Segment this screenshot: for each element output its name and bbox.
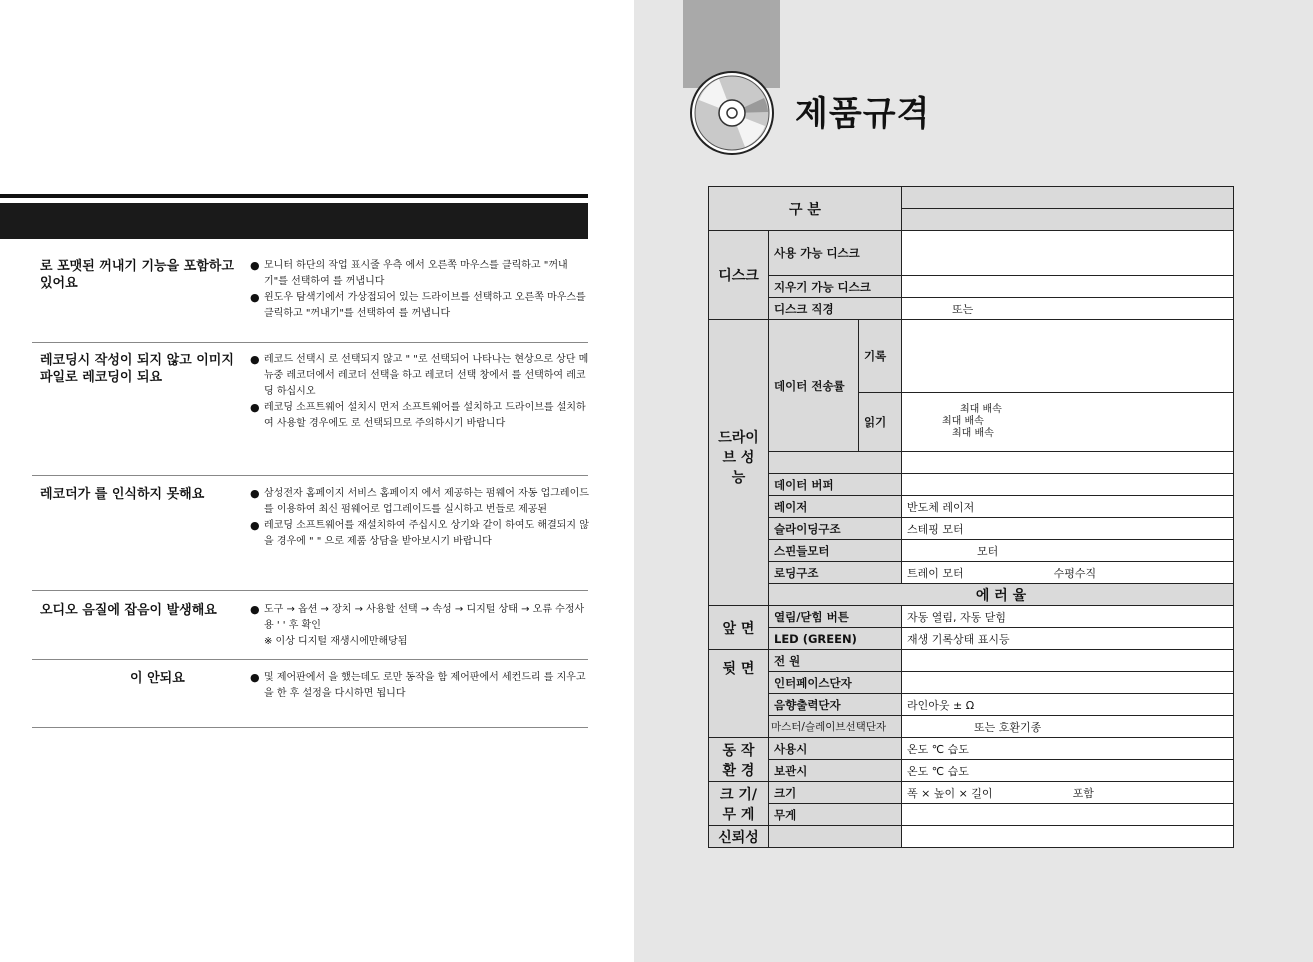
loading-tray: 트레이 모터: [907, 566, 964, 580]
value-in-use: 온도 ℃ 습도: [902, 738, 1234, 760]
label-open-close-button: 열림/닫힘 버튼: [769, 606, 902, 628]
size-dimensions: 폭 × 높이 × 길이: [907, 786, 993, 800]
faq-item: [32, 352, 588, 476]
loading-orientation: 수평수직: [1053, 566, 1097, 580]
faq-question: 오디오 음질에 잡음이 발생해요: [40, 603, 217, 618]
group-disc: 디스크: [709, 231, 769, 320]
value-sliding: 스테핑 모터: [902, 518, 1234, 540]
answer-text: 도구 → 옵션 → 장치 → 사용할 선택 → 속성 → 디지털 상태 → 오류 수정사용 ' ' 후 확인: [264, 604, 585, 631]
label-disc-diameter: 디스크 직경: [769, 298, 902, 320]
answer-note: ※ 이상 디지털 재생시에만해당됨: [264, 636, 408, 647]
read-speed: 최대 배속: [952, 428, 994, 439]
answer-text: 삼성전자 홈페이지 서비스 홈페이지 에서 제공하는 펌웨어 자동 업그레이드를 이용하여 최신 펌웨어로 업그레이드를 실시하고 번들로 제공된: [264, 488, 589, 515]
spec-header-label: 구 분: [709, 187, 902, 231]
label-sliding: 슬라이딩구조: [769, 518, 902, 540]
label-laser: 레이저: [769, 496, 902, 518]
value-data-buffer: [902, 474, 1234, 496]
spec-table: [708, 186, 1234, 848]
bullet-icon: ●: [250, 401, 260, 414]
value-usable-disc: [902, 231, 1234, 276]
faq-item: [32, 258, 588, 343]
label-data-buffer: 데이터 버퍼: [769, 474, 902, 496]
faq-question: 로 포맷된 꺼내기 기능을 포함하고 있어요: [40, 259, 234, 291]
page-title: 제품규격: [795, 94, 931, 134]
value-weight: [902, 804, 1234, 826]
faq-header-bar: [0, 203, 588, 239]
value-open-close-button: 자동 열림, 자동 닫힘: [902, 606, 1234, 628]
label-reliability-blank: [769, 826, 902, 848]
value-read: [902, 393, 1234, 452]
label-spindle: 스핀들모터: [769, 540, 902, 562]
cd-disc-icon: [689, 70, 775, 156]
label-size: 크기: [769, 782, 902, 804]
group-front: 앞 면: [709, 606, 769, 650]
group-drive-performance: 드라이브 성 능: [709, 320, 769, 606]
label-error-rate: 에 러 율: [769, 584, 1234, 606]
value-master-slave: 또는 호환기종: [902, 716, 1234, 738]
bullet-icon: ●: [250, 671, 260, 684]
faq-item: [32, 602, 588, 660]
value-power: [902, 650, 1234, 672]
faq-question: 이 안되요: [130, 671, 185, 686]
value-write: [902, 320, 1234, 393]
value-disc-diameter: 또는: [902, 298, 1234, 320]
group-environment: 동 작 환 경: [709, 738, 769, 782]
value-laser: 반도체 레이저: [902, 496, 1234, 518]
value-size: [902, 782, 1234, 804]
faq-question: 레코더가 를 인식하지 못해요: [40, 487, 205, 502]
value-spindle: 모터: [902, 540, 1234, 562]
answer-text: 레코딩 소프트웨어를 재설치하여 주십시오 상기와 같이 하여도 해결되지 않을 경우에 " " 으로 제품 상담을 받아보시기 바랍니다: [264, 520, 589, 547]
label-erasable-disc: 지우기 가능 디스크: [769, 276, 902, 298]
top-rule: [0, 194, 588, 198]
bullet-icon: ●: [250, 291, 260, 304]
spec-header-cell: [902, 187, 1234, 209]
read-speed: 최대 배속: [960, 404, 1002, 415]
label-in-use: 사용시: [769, 738, 902, 760]
value-erasable-disc: [902, 276, 1234, 298]
label-weight: 무게: [769, 804, 902, 826]
value-blank: [902, 452, 1234, 474]
value-audio-out: 라인아웃 ± Ω: [902, 694, 1234, 716]
label-write: 기록: [859, 320, 902, 393]
answer-text: 레코딩 소프트웨어 설치시 먼저 소프트웨어를 설치하고 드라이브를 설치하여 사용할 경우에도 로 선택되므로 주의하시기 바랍니다: [264, 402, 586, 429]
bullet-icon: ●: [250, 487, 260, 500]
bullet-icon: ●: [250, 519, 260, 532]
faq-answer: [250, 670, 590, 702]
size-note: 포함: [1072, 786, 1094, 800]
faq-question: 레코딩시 작성이 되지 않고 이미지 파일로 레코딩이 되요: [40, 353, 234, 385]
group-reliability: 신뢰성: [709, 826, 769, 848]
answer-text: 윈도우 탐색기에서 가상접되어 있는 드라이브를 선택하고 오른쪽 마우스를 클릭하고 "꺼내기"를 선택하여 를 꺼냅니다: [264, 292, 586, 319]
bullet-icon: ●: [250, 603, 260, 616]
faq-answer: [250, 258, 590, 322]
label-audio-out: 음향출력단자: [769, 694, 902, 716]
label-interface: 인터페이스단자: [769, 672, 902, 694]
value-interface: [902, 672, 1234, 694]
value-loading: [902, 562, 1234, 584]
spec-header-cell: [902, 209, 1234, 231]
label-power: 전 원: [769, 650, 902, 672]
bullet-icon: ●: [250, 353, 260, 366]
bullet-icon: ●: [250, 259, 260, 272]
answer-text: 모니터 하단의 작업 표시줄 우측 에서 오른쪽 마우스를 클릭하고 "꺼내기"를 선택하여 를 꺼냅니다: [264, 260, 568, 287]
label-loading: 로딩구조: [769, 562, 902, 584]
label-storage: 보관시: [769, 760, 902, 782]
label-read: 읽기: [859, 393, 902, 452]
faq-answer: [250, 352, 590, 432]
faq-answer: [250, 602, 590, 650]
answer-text: 레코드 선택시 로 선택되지 않고 " "로 선택되어 나타나는 현상으로 상단 메뉴중 레코더에서 레코더 선택을 하고 레코더 선택 창에서 를 선택하여 레코딩 하십시오: [264, 354, 589, 397]
label-master-slave: 마스터/슬레이브선택단자: [769, 716, 902, 738]
value-led: 재생 기록상태 표시등: [902, 628, 1234, 650]
group-back: 뒷 면: [709, 650, 769, 738]
read-speed: 최대 배속: [942, 416, 984, 427]
faq-item: [32, 670, 588, 728]
label-data-rate: 데이터 전송률: [769, 320, 859, 452]
label-led: LED (GREEN): [769, 628, 902, 650]
value-storage: 온도 ℃ 습도: [902, 760, 1234, 782]
label-usable-disc: 사용 가능 디스크: [769, 231, 902, 276]
faq-answer: [250, 486, 590, 550]
value-reliability: [902, 826, 1234, 848]
faq-item: [32, 486, 588, 591]
label-blank: [769, 452, 902, 474]
answer-text: 및 제어판에서 을 했는데도 로만 동작을 함 제어판에서 세컨드리 를 지우고 을 한 후 설정을 다시하면 됩니다: [264, 672, 586, 699]
group-size-weight: 크 기/ 무 게: [709, 782, 769, 826]
